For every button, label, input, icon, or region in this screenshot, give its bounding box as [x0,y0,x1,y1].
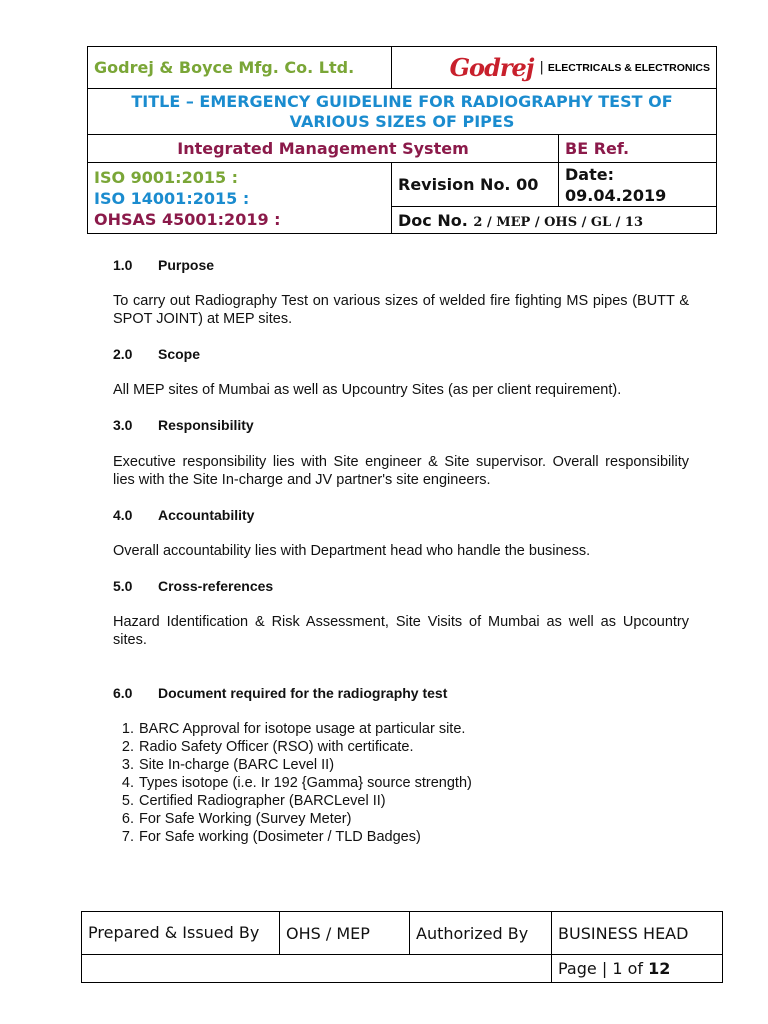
list-item: 4. Types isotope (i.e. Ir 192 {Gamma} source strength) [138,774,472,792]
company-name-cell [88,47,392,89]
logo-division-text: ELECTRICALS & ELECTRONICS [547,61,711,74]
section-heading-responsibility [113,417,254,433]
section-heading-scope [113,346,200,362]
document-title-cell [88,89,717,135]
section-number: 3.0 [113,417,133,433]
section-heading-documents [113,685,447,701]
godrej-logo-script: Godrej [449,53,534,82]
documents-list [113,720,472,846]
company-name: Godrej & Boyce Mfg. Co. Ltd. [94,57,355,77]
section-title: Accountability [158,507,255,523]
section-title: Document required for the radiography test [158,685,448,701]
section-number: 6.0 [113,685,133,701]
logo-separator: | [539,60,544,75]
ohsas-45001: OHSAS 45001:2019 : [94,209,281,229]
authorized-value: BUSINESS HEAD [558,923,689,943]
scope-paragraph: All MEP sites of Mumbai as well as Upcountry Sites (as per client requirement). [113,382,622,398]
iso-14001: ISO 14001:2015 : [94,188,250,208]
section-number: 5.0 [113,578,133,594]
page-total: 12 [648,959,671,978]
purpose-paragraph: To carry out Radiography Test on various sizes of welded fire fighting MS pipes (BUTT & SPOT JOINT) at MEP sites. [113,293,689,327]
page-prefix: Page | [558,959,608,978]
section-number: 4.0 [113,507,133,523]
section-number: 1.0 [113,257,133,273]
document-footer-table [81,911,723,983]
authorized-label-cell [410,912,552,955]
authorized-value-cell [552,912,723,955]
page-of: of [627,959,644,978]
list-item: 5. Certified Radiographer (BARCLevel II) [138,792,472,810]
cross-references-paragraph: Hazard Identification & Risk Assessment, Site Visits of Mumbai as well as Upcountry sites. [113,614,689,648]
list-item: 1. BARC Approval for isotope usage at particular site. [138,720,472,738]
prepared-value: OHS / MEP [286,923,370,943]
page-current: 1 [612,959,623,978]
section-title: Responsibility [158,417,254,433]
prepared-label-cell [82,912,280,955]
godrej-logo [398,48,710,88]
section-title: Scope [158,346,201,362]
date-cell [559,163,717,207]
document-title: TITLE – EMERGENCY GUIDELINE FOR RADIOGRAPHY TEST OF VARIOUS SIZES OF PIPES [131,91,673,131]
revision-number: Revision No. 00 [398,175,539,194]
list-item: 3. Site In-charge (BARC Level II) [138,756,472,774]
authorized-label: Authorized By [416,923,529,943]
page-number-cell [552,955,723,983]
system-cell [88,135,559,163]
doc-number-label: Doc No. [398,210,468,230]
document-header-table [87,46,717,234]
section-heading-cross-references [113,578,273,594]
prepared-value-cell [280,912,410,955]
document-date: Date: 09.04.2019 [565,164,667,205]
list-item: 2. Radio Safety Officer (RSO) with certificate. [138,738,472,756]
section-number: 2.0 [113,346,133,362]
list-item: 7. For Safe working (Dosimeter / TLD Badges) [138,828,472,846]
responsibility-paragraph: Executive responsibility lies with Site engineer & Site supervisor. Overall responsibility lies with the Site In-charge and JV partner's site engineers. [113,454,689,488]
section-heading-purpose [113,257,214,273]
section-title: Cross-references [158,578,274,594]
footer-blank-cell [82,955,552,983]
be-ref: BE Ref. [565,139,630,158]
doc-number-cell [392,207,717,234]
iso-9001: ISO 9001:2015 : [94,167,239,187]
section-title: Purpose [158,257,215,273]
list-item: 6. For Safe Working (Survey Meter) [138,810,472,828]
be-ref-cell [559,135,717,163]
logo-cell [392,47,717,89]
iso-cell [88,163,392,234]
doc-number-value: 2 / MEP / OHS / GL / 13 [473,214,644,230]
revision-cell [392,163,559,207]
prepared-label: Prepared & Issued By [88,923,260,942]
accountability-paragraph: Overall accountability lies with Department head who handle the business. [113,543,591,559]
management-system: Integrated Management System [177,139,469,158]
section-heading-accountability [113,507,254,523]
